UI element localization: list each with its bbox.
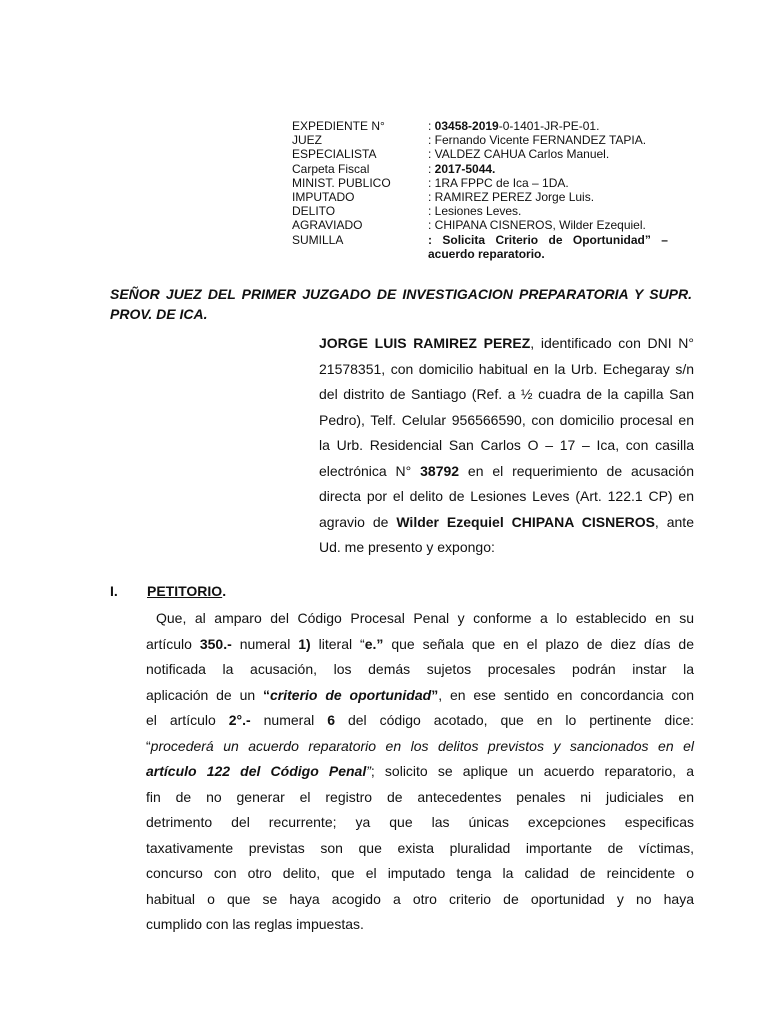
body-line: detrimento del recurrente; ya que las únicas excepciones especificas bbox=[146, 814, 694, 830]
section-title: PETITORIO bbox=[147, 583, 223, 599]
intro-text: en el requerimiento de acusación bbox=[459, 462, 694, 479]
intro-line: la Urb. Residencial San Carlos O – 17 – Ica, con casilla bbox=[319, 437, 694, 453]
case-header-table bbox=[292, 119, 668, 261]
body-text: ; solicito se aplique un acuerdo reparatorio, a bbox=[370, 763, 694, 779]
header-row-ministerio bbox=[292, 176, 668, 190]
intro-text: electrónica N° bbox=[319, 462, 421, 479]
intro-text: agravio de bbox=[319, 513, 397, 530]
petitorio-paragraph bbox=[146, 606, 694, 938]
especialista-value: : VALDEZ CAHUA Carlos Manuel. bbox=[428, 147, 610, 162]
agraviado-label: AGRAVIADO bbox=[292, 218, 363, 233]
body-line: concurso con otro delito, que el imputado tenga la calidad de reincidente o bbox=[146, 865, 694, 881]
body-text: el artículo bbox=[146, 712, 229, 728]
agraviado-value: : CHIPANA CISNEROS, Wilder Ezequiel. bbox=[428, 218, 646, 233]
ministerio-value: : 1RA FPPC de Ica – 1DA. bbox=[428, 175, 569, 190]
expediente-number-rest: -0-1401-JR-PE-01. bbox=[498, 119, 600, 133]
delito-label: DELITO bbox=[292, 204, 336, 219]
numeral-number: 6 bbox=[327, 712, 335, 728]
sumilla-value bbox=[428, 233, 668, 261]
intro-text: , ante bbox=[654, 513, 694, 530]
article-number: 350.- bbox=[199, 635, 232, 652]
body-text: numeral bbox=[231, 635, 299, 652]
intro-line: 21578351, con domicilio habitual en la Urb. Echegaray s/n bbox=[319, 360, 694, 377]
quote-mark: ” bbox=[366, 763, 371, 779]
especialista-label: ESPECIALISTA bbox=[292, 147, 377, 162]
sumilla-label: SUMILLA bbox=[292, 232, 344, 247]
body-line bbox=[146, 632, 694, 658]
body-line: habitual o que se haya acogido a otro criterio de oportunidad y no haya bbox=[146, 890, 694, 907]
body-text: que señala que en el plazo de diez días de bbox=[383, 635, 694, 652]
intro-line bbox=[319, 459, 694, 485]
expediente-number-bold: 03458-2019 bbox=[434, 119, 499, 133]
petitioner-name: JORGE LUIS RAMIREZ PEREZ bbox=[319, 335, 531, 351]
sumilla-word: : bbox=[428, 232, 432, 247]
literal-letter: e.” bbox=[364, 635, 384, 652]
carpeta-number: 2017-5044. bbox=[434, 161, 496, 176]
numeral-number: 1) bbox=[298, 635, 311, 652]
section-heading-petitorio bbox=[110, 583, 226, 599]
body-line bbox=[146, 708, 694, 734]
ministerio-label: MINIST. PUBLICO bbox=[292, 175, 391, 190]
header-row-expediente bbox=[292, 119, 668, 133]
intro-line: Ud. me presento y expongo: bbox=[319, 539, 495, 555]
body-line: notificada la acusación, los demás sujetos procesales podrán instar la bbox=[146, 661, 694, 677]
intro-line: directa por el delito de Lesiones Leves (Art. 122.1 CP) en bbox=[319, 488, 694, 504]
quote-mark: ” bbox=[431, 686, 439, 703]
body-line bbox=[146, 683, 694, 709]
intro-paragraph bbox=[319, 331, 694, 561]
juez-label: JUEZ bbox=[292, 133, 322, 148]
body-line: cumplido con las reglas impuestas. bbox=[146, 916, 364, 932]
body-line: fin de no generar el registro de antecedentes penales ni judiciales en bbox=[146, 788, 694, 805]
body-line: taxativamente previstas son que exista pluralidad importante de víctimas, bbox=[146, 839, 694, 856]
separator: : bbox=[428, 119, 435, 133]
quoted-text: procederá un acuerdo reparatorio en los delitos previstos y sancionados en el bbox=[150, 737, 694, 754]
quote-mark: “ bbox=[146, 737, 151, 754]
body-text: , en ese sentido en concordancia con bbox=[438, 686, 695, 703]
intro-line: Pedro), Telf. Celular 956566590, con domicilio procesal en bbox=[319, 411, 694, 428]
header-row-carpeta bbox=[292, 162, 668, 176]
sumilla-word: Criterio bbox=[495, 232, 539, 247]
delito-value: : Lesiones Leves. bbox=[428, 204, 522, 219]
header-row-imputado bbox=[292, 190, 668, 204]
body-line bbox=[146, 759, 694, 785]
body-text: literal “ bbox=[310, 635, 365, 652]
intro-line bbox=[319, 331, 694, 357]
header-row-delito bbox=[292, 204, 668, 218]
sumilla-word: Oportunidad” bbox=[572, 232, 651, 247]
quoted-article: artículo 122 del Código Penal bbox=[146, 763, 367, 779]
carpeta-label: Carpeta Fiscal bbox=[292, 161, 370, 176]
header-row-especialista bbox=[292, 147, 668, 161]
victim-name: Wilder Ezequiel CHIPANA CISNEROS bbox=[396, 513, 655, 530]
juez-value: : Fernando Vicente FERNANDEZ TAPIA. bbox=[428, 133, 647, 148]
sumilla-line-1 bbox=[428, 233, 668, 247]
casilla-number: 38792 bbox=[420, 462, 460, 479]
body-line bbox=[146, 734, 694, 760]
addressee-heading: SEÑOR JUEZ DEL PRIMER JUZGADO DE INVESTIGACION PREPARATORIA Y SUPR. PROV. DE ICA. bbox=[110, 286, 692, 322]
section-period: . bbox=[222, 583, 227, 599]
intro-text: , identificado con DNI N° bbox=[530, 335, 694, 351]
body-text: aplicación de un bbox=[146, 686, 264, 703]
intro-line bbox=[319, 510, 694, 536]
sumilla-word: Solicita bbox=[442, 232, 486, 247]
criterio-term: criterio de oportunidad bbox=[270, 686, 432, 703]
carpeta-value bbox=[428, 162, 668, 176]
intro-line: del distrito de Santiago (Ref. a ½ cuadra de la capilla San bbox=[319, 386, 694, 402]
quote-mark: “ bbox=[263, 686, 271, 703]
body-text: del código acotado, que en lo pertinente dice: bbox=[334, 712, 695, 728]
section-number: I. bbox=[110, 583, 118, 599]
sumilla-word: de bbox=[548, 232, 563, 247]
separator: : bbox=[428, 161, 435, 176]
expediente-value bbox=[428, 119, 668, 133]
expediente-label: EXPEDIENTE N° bbox=[292, 119, 385, 133]
imputado-value: : RAMIREZ PEREZ Jorge Luis. bbox=[428, 190, 595, 205]
header-row-agraviado bbox=[292, 218, 668, 232]
body-text: artículo bbox=[146, 635, 200, 652]
header-row-juez bbox=[292, 133, 668, 147]
header-row-sumilla bbox=[292, 233, 668, 261]
sumilla-line-2: acuerdo reparatorio. bbox=[428, 246, 545, 261]
body-line: Que, al amparo del Código Procesal Penal y conforme a lo establecido en su bbox=[156, 610, 694, 626]
sumilla-word: – bbox=[661, 232, 668, 247]
imputado-label: IMPUTADO bbox=[292, 190, 355, 205]
article-number: 2°.- bbox=[228, 712, 251, 728]
body-text: numeral bbox=[250, 712, 328, 728]
